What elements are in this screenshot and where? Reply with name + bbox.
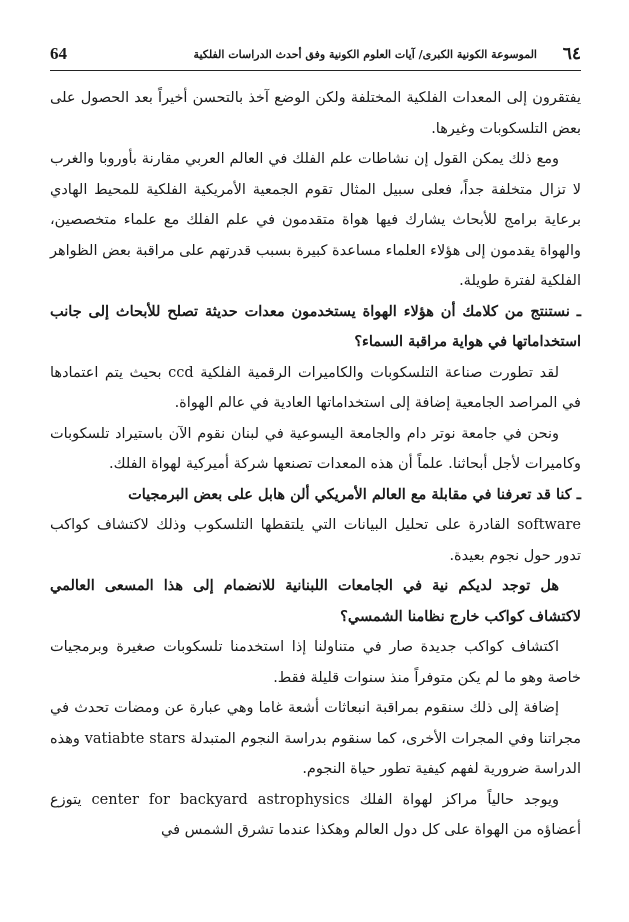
- interview-question: ـ كنا قد تعرفنا في مقابلة مع العالم الأمريكي ألن هابل على بعض البرمجيات: [128, 485, 581, 503]
- paragraph: ويوجد حالياً مراكز لهواة الفلك center for backyard astrophysics يتوزع أعضاؤه من الهواة على كل دول العالم وهكذا عندما تشرق الشمس في: [50, 791, 581, 838]
- page-header: [50, 44, 581, 71]
- paragraph: إضافة إلى ذلك سنقوم بمراقبة انبعاثات أشعة غاما وهي عبارة عن ومضات تحدث في مجراتنا وفي المجرات الأخرى، كما سنقوم بدراسة النجوم المتبدلة vatiabte stars وهذه الدراسة ضرورية لفهم كيفية تطور حياة النجوم.: [50, 700, 582, 777]
- paragraph: ونحن في جامعة نوتر دام والجامعة اليسوعية في لبنان نقوم الآن باستيراد تلسكوبات وكاميرات لأجل أبحاثنا. علماً أن هذه المعدات تصنعها شركة أميركية لهواة الفلك.: [50, 425, 581, 472]
- paragraph: software القادرة على تحليل البيانات التي يلتقطها التلسكوب وذلك لاكتشاف كواكب تدور حول نجوم بعيدة.: [50, 517, 581, 564]
- page-number-arabic: ٦٤: [562, 44, 581, 64]
- running-title: الموسوعة الكونية الكبرى/ آيات العلوم الكونية وفق أحدث الدراسات الفلكية: [193, 48, 537, 61]
- paragraph: يفتقرون إلى المعدات الفلكية المختلفة ولكن الوضع آخذ بالتحسن أخيراً بعد الحصول على بعض التلسكوبات وغيرها.: [50, 90, 581, 137]
- interview-question: ـ نستنتج من كلامك أن هؤلاء الهواة يستخدمون معدات حديثة تصلح للأبحاث إلى جانب استخداماتها في هواية مراقبة السماء؟: [50, 302, 581, 350]
- interview-question: هل توجد لديكم نية في الجامعات اللبنانية للانضمام إلى هذا المسعى العالمي لاكتشاف كواكب خارج نظامنا الشمسي؟: [50, 577, 581, 625]
- paragraph: لقد تطورت صناعة التلسكوبات والكاميرات الرقمية الفلكية ccd بحيث يتم اعتمادها في المراصد الجامعية إضافة إلى استخداماتها العادية في عالم الهواة.: [50, 364, 581, 411]
- page-number-latin: 64: [50, 44, 67, 63]
- paragraph: اكتشاف كواكب جديدة صار في متناولنا إذا استخدمنا تلسكوبات صغيرة وبرمجيات خاصة وهو ما لم يكن متوفراً منذ سنوات قليلة فقط.: [50, 639, 581, 686]
- paragraph: ومع ذلك يمكن القول إن نشاطات علم الفلك في العالم العربي مقارنة بأوروبا والغرب لا تزال متخلفة جداً، فعلى سبيل المثال تقوم الجمعية الأمريكية الفلكية للمحيط الهادي برعاية برامج للأبحاث يشارك فيها هواة متقدمون في علم الفلك مع علماء متخصصين، والهواة يقدمون إلى هؤلاء العلماء مساعدة كبيرة بسبب قدرتهم على مراقبة بعض الظواهر الفلكية لفترة طويلة.: [50, 151, 581, 289]
- page-body: [50, 83, 581, 846]
